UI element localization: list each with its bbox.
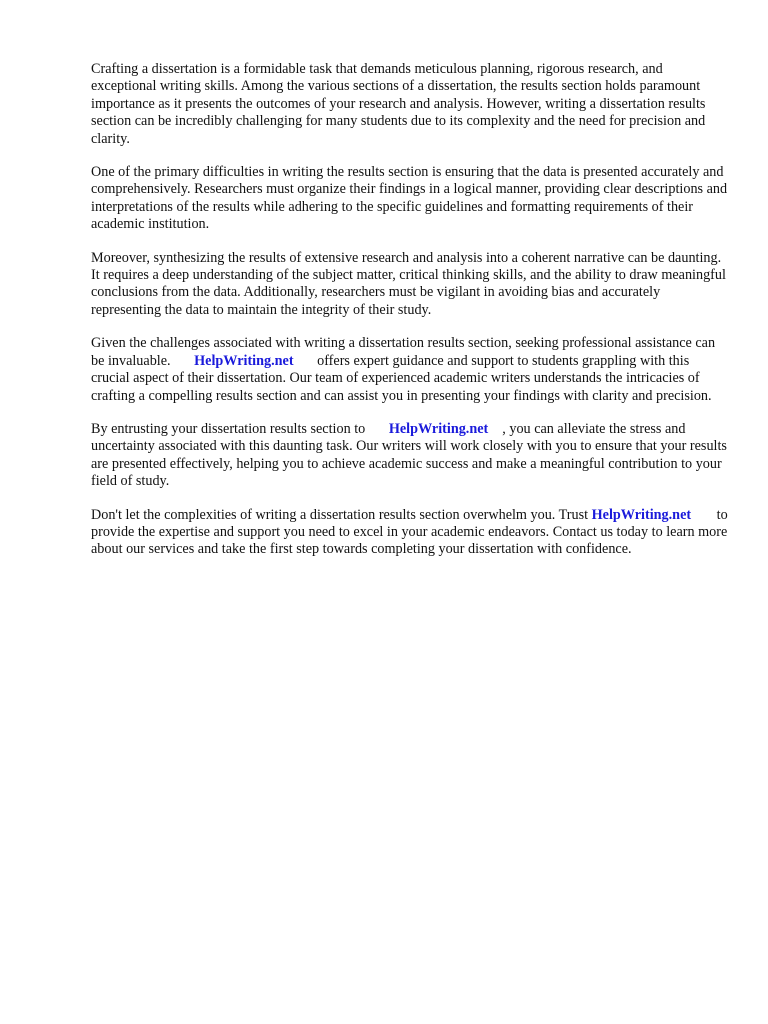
paragraph-synthesis-text: Moreover, synthesizing the results of extensive research and analysis into a coherent narrative can be daunting. It requires a deep understanding of the subject matter, critical thinking skills, and the ability to draw meaningful conclusions from the data. Additionally, researchers must be vigilant in avoiding bias and accurately representing the data to maintain the integrity of their study. <box>91 249 726 318</box>
paragraph-entrusting-text-after: , you can alleviate the stress and uncertainty associated with this daunting task. Our writers will work closely with you to ensure that your results are presented effectively, helping you to achieve academic success and make a meaningful contribution to your field of study. <box>91 420 727 490</box>
paragraph-assistance <box>91 335 731 405</box>
paragraph-difficulties-text: One of the primary difficulties in writing the results section is ensuring that the data is presented accurately and comprehensively. Researchers must organize their findings in a logical manner, providing clear descriptions and interpretations of the results while adhering to the specific guidelines and formatting requirements of their academic institution. <box>91 164 728 233</box>
paragraph-intro <box>91 61 731 148</box>
paragraph-entrusting-text-before: By entrusting your dissertation results section to <box>91 420 366 437</box>
paragraph-entrusting <box>91 421 731 491</box>
paragraph-closing-text-after: to provide the expertise and support you need to excel in your academic endeavors. Contact us today to learn more about our services and take the first step towards completing your dissertation with confidence. <box>91 506 728 558</box>
helpwriting-link[interactable]: HelpWriting.net <box>388 420 489 437</box>
paragraph-intro-text: Crafting a dissertation is a formidable task that demands meticulous planning, rigorous research, and exceptional writing skills. Among the various sections of a dissertation, the results section holds paramount importance as it presents the outcomes of your research and analysis. However, writing a dissertation results section can be incredibly challenging for many students due to its complexity and the need for precision and clarity. <box>91 61 706 147</box>
helpwriting-link[interactable]: HelpWriting.net <box>194 352 294 369</box>
paragraph-difficulties <box>91 164 731 234</box>
paragraph-closing-text-before: Don't let the complexities of writing a dissertation results section overwhelm you. Trust <box>91 506 589 523</box>
paragraph-assistance-text-after: offers expert guidance and support to students grappling with this crucial aspect of their dissertation. Our team of experienced academic writers understands the intricacies of crafting a compelling results section and can assist you in presenting your findings with clarity and precision. <box>91 352 712 404</box>
document-page <box>91 61 731 575</box>
paragraph-assistance-text-before: Given the challenges associated with writing a dissertation results section, seeking professional assistance can be invaluable. <box>91 335 716 369</box>
paragraph-closing <box>91 507 731 559</box>
helpwriting-link[interactable]: HelpWriting.net <box>591 506 692 523</box>
paragraph-synthesis <box>91 250 731 320</box>
